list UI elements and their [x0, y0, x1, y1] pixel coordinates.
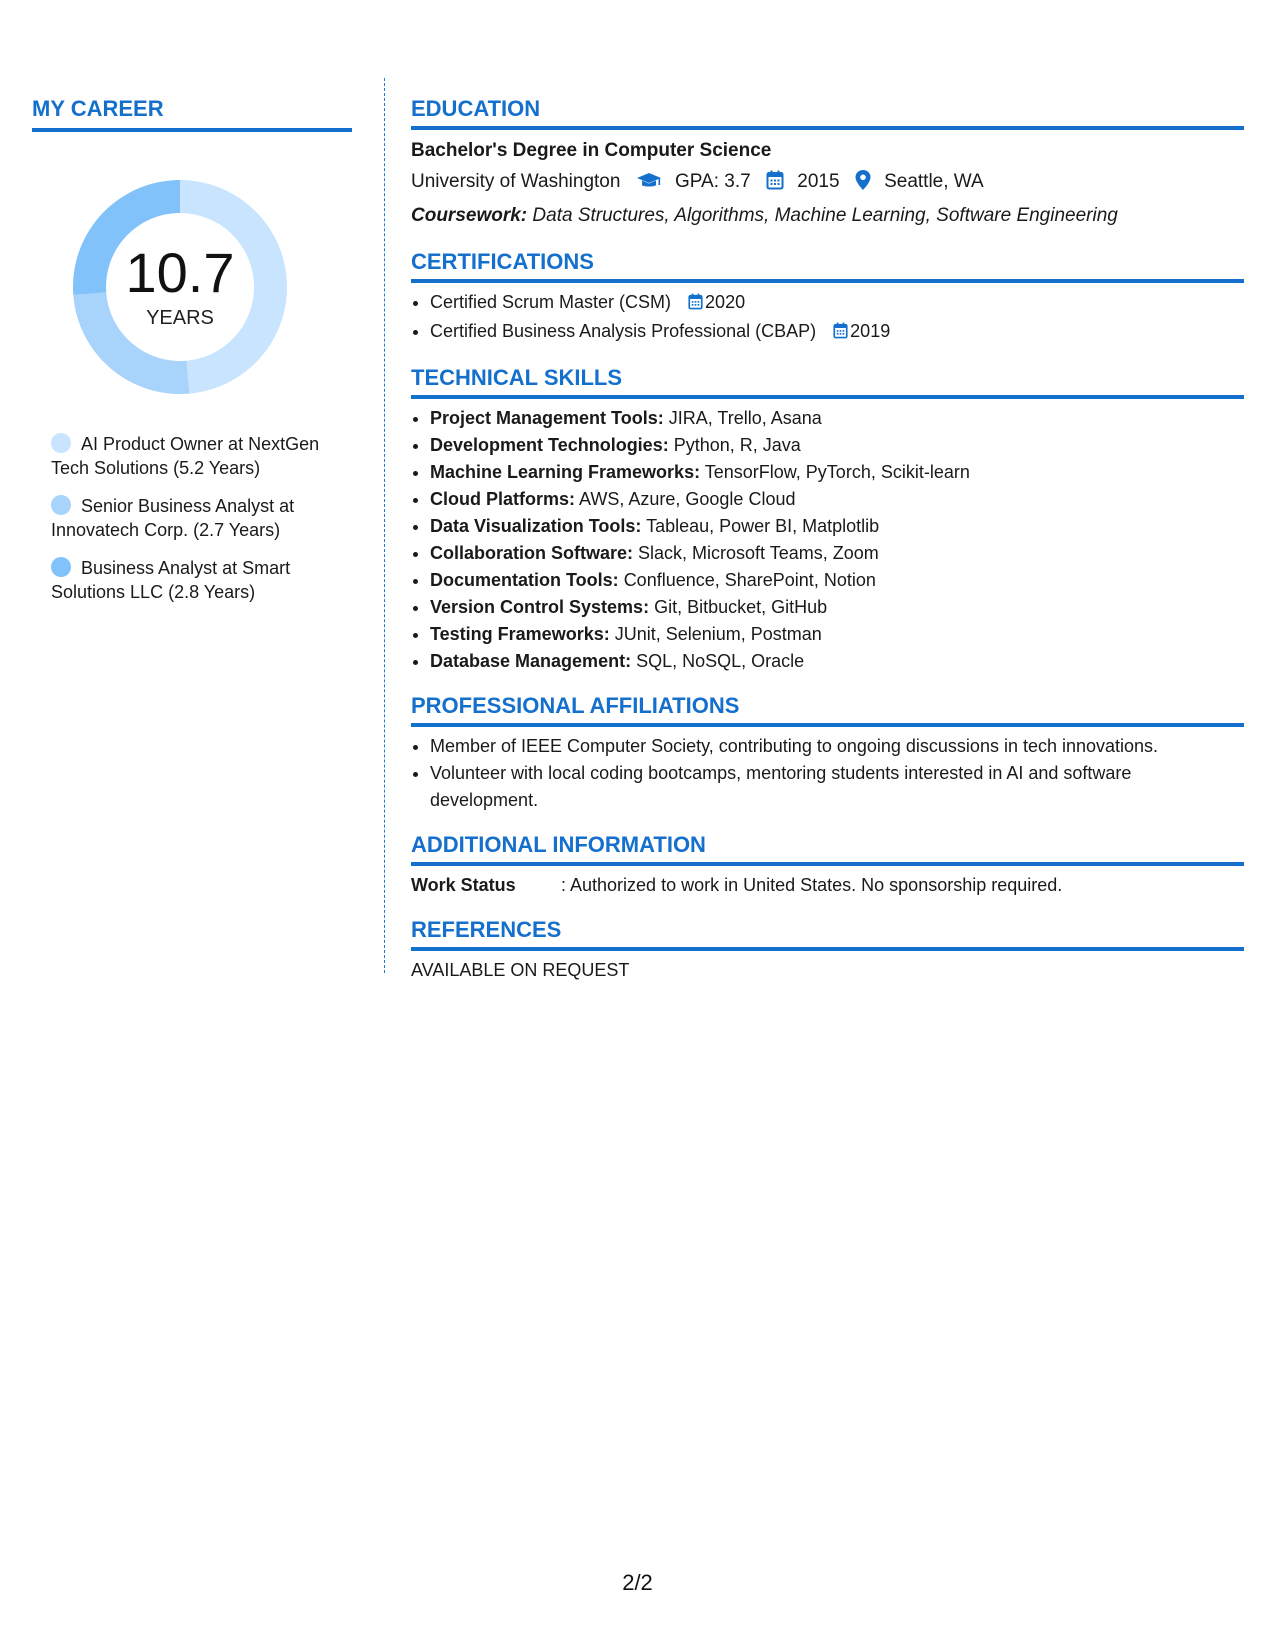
column-divider — [384, 78, 385, 973]
skill-label: Testing Frameworks: — [430, 624, 610, 644]
skill-value: SQL, NoSQL, Oracle — [636, 651, 805, 671]
degree-name: Bachelor's Degree in Computer Science — [411, 140, 772, 161]
page-number: 2/2 — [622, 1570, 653, 1595]
skill-value: Slack, Microsoft Teams, Zoom — [638, 543, 879, 563]
skills-section — [411, 365, 1244, 675]
affiliations-title: PROFESSIONAL AFFILIATIONS — [411, 693, 1244, 727]
skill-item — [430, 540, 1244, 567]
skill-label: Documentation Tools: — [430, 570, 619, 590]
skill-label: Database Management: — [430, 651, 632, 671]
references-text: AVAILABLE ON REQUEST — [411, 960, 630, 980]
career-legend — [51, 432, 321, 604]
additional-info-title: ADDITIONAL INFORMATION — [411, 832, 1244, 866]
skills-title: TECHNICAL SKILLS — [411, 365, 1244, 399]
legend-item — [51, 556, 321, 604]
legend-label: Business Analyst at Smart Solutions LLC (2.8 Years) — [51, 558, 291, 602]
legend-item — [51, 432, 321, 480]
map-pin-icon — [855, 169, 871, 200]
career-donut-chart — [67, 174, 293, 400]
certification-year: 2019 — [850, 321, 891, 341]
references-section — [411, 917, 1244, 984]
skill-value: TensorFlow, PyTorch, Scikit-learn — [704, 462, 970, 482]
certification-item — [430, 318, 1244, 347]
skill-value: Confluence, SharePoint, Notion — [623, 570, 876, 590]
skills-list — [411, 405, 1244, 675]
skill-item — [430, 486, 1244, 513]
skill-item — [430, 594, 1244, 621]
skill-item — [430, 432, 1244, 459]
references-title: REFERENCES — [411, 917, 1244, 951]
skill-item — [430, 513, 1244, 540]
affiliations-list — [411, 733, 1244, 814]
legend-dot — [51, 557, 71, 577]
skill-item — [430, 621, 1244, 648]
skill-value: JIRA, Trello, Asana — [668, 408, 822, 428]
education-details — [411, 166, 1244, 200]
certification-name: Certified Business Analysis Professional (CBAP) — [430, 321, 817, 341]
gpa: GPA: 3.7 — [675, 171, 751, 192]
career-panel — [32, 96, 352, 618]
work-status-value: : Authorized to work in United States. No sponsorship required. — [561, 875, 1063, 895]
certification-name: Certified Scrum Master (CSM) — [430, 292, 672, 312]
calendar-icon — [688, 291, 703, 318]
skill-label: Collaboration Software: — [430, 543, 634, 563]
legend-label: AI Product Owner at NextGen Tech Solutions (5.2 Years) — [51, 434, 320, 478]
affiliations-section — [411, 693, 1244, 814]
calendar-icon — [766, 169, 784, 200]
skill-label: Data Visualization Tools: — [430, 516, 642, 536]
career-title: MY CAREER — [32, 96, 352, 132]
work-status-label: Work Status — [411, 875, 516, 895]
school-name: University of Washington — [411, 171, 621, 192]
career-total-unit: YEARS — [146, 306, 214, 329]
certification-item — [430, 289, 1244, 318]
certifications-list — [411, 289, 1244, 347]
career-total-years: 10.7 — [125, 240, 235, 304]
skill-label: Version Control Systems: — [430, 597, 650, 617]
skill-label: Development Technologies: — [430, 435, 669, 455]
skill-label: Project Management Tools: — [430, 408, 664, 428]
legend-dot — [51, 433, 71, 453]
legend-dot — [51, 495, 71, 515]
graduation-cap-icon — [636, 169, 662, 200]
skill-label: Cloud Platforms: — [430, 489, 576, 509]
calendar-icon — [833, 320, 848, 347]
skill-value: Git, Bitbucket, GitHub — [654, 597, 828, 617]
coursework-label: Coursework: — [411, 205, 528, 226]
main-content — [411, 96, 1244, 1002]
education-title: EDUCATION — [411, 96, 1244, 130]
affiliation-item: • Member of IEEE Computer Society, contributing to ongoing discussions in tech innovations. — [430, 733, 1244, 760]
certifications-section — [411, 249, 1244, 347]
additional-info-section — [411, 832, 1244, 899]
skill-item — [430, 648, 1244, 675]
work-status-row — [411, 872, 1244, 899]
skill-value: Tableau, Power BI, Matplotlib — [646, 516, 880, 536]
coursework-list: Data Structures, Algorithms, Machine Learning, Software Engineering — [532, 205, 1118, 226]
skill-value: AWS, Azure, Google Cloud — [579, 489, 796, 509]
skill-item — [430, 405, 1244, 432]
skill-label: Machine Learning Frameworks: — [430, 462, 701, 482]
school-location: Seattle, WA — [884, 171, 984, 192]
coursework — [411, 200, 1244, 231]
affiliation-item: • Volunteer with local coding bootcamps, mentoring students interested in AI and software development. — [430, 760, 1244, 814]
certifications-title: CERTIFICATIONS — [411, 249, 1244, 283]
legend-item — [51, 494, 321, 542]
skill-value: Python, R, Java — [673, 435, 801, 455]
skill-value: JUnit, Selenium, Postman — [614, 624, 822, 644]
certification-year: 2020 — [705, 292, 746, 312]
legend-label: Senior Business Analyst at Innovatech Corp. (2.7 Years) — [51, 496, 295, 540]
education-section — [411, 96, 1244, 231]
skill-item — [430, 567, 1244, 594]
graduation-year: 2015 — [797, 171, 840, 192]
skill-item — [430, 459, 1244, 486]
